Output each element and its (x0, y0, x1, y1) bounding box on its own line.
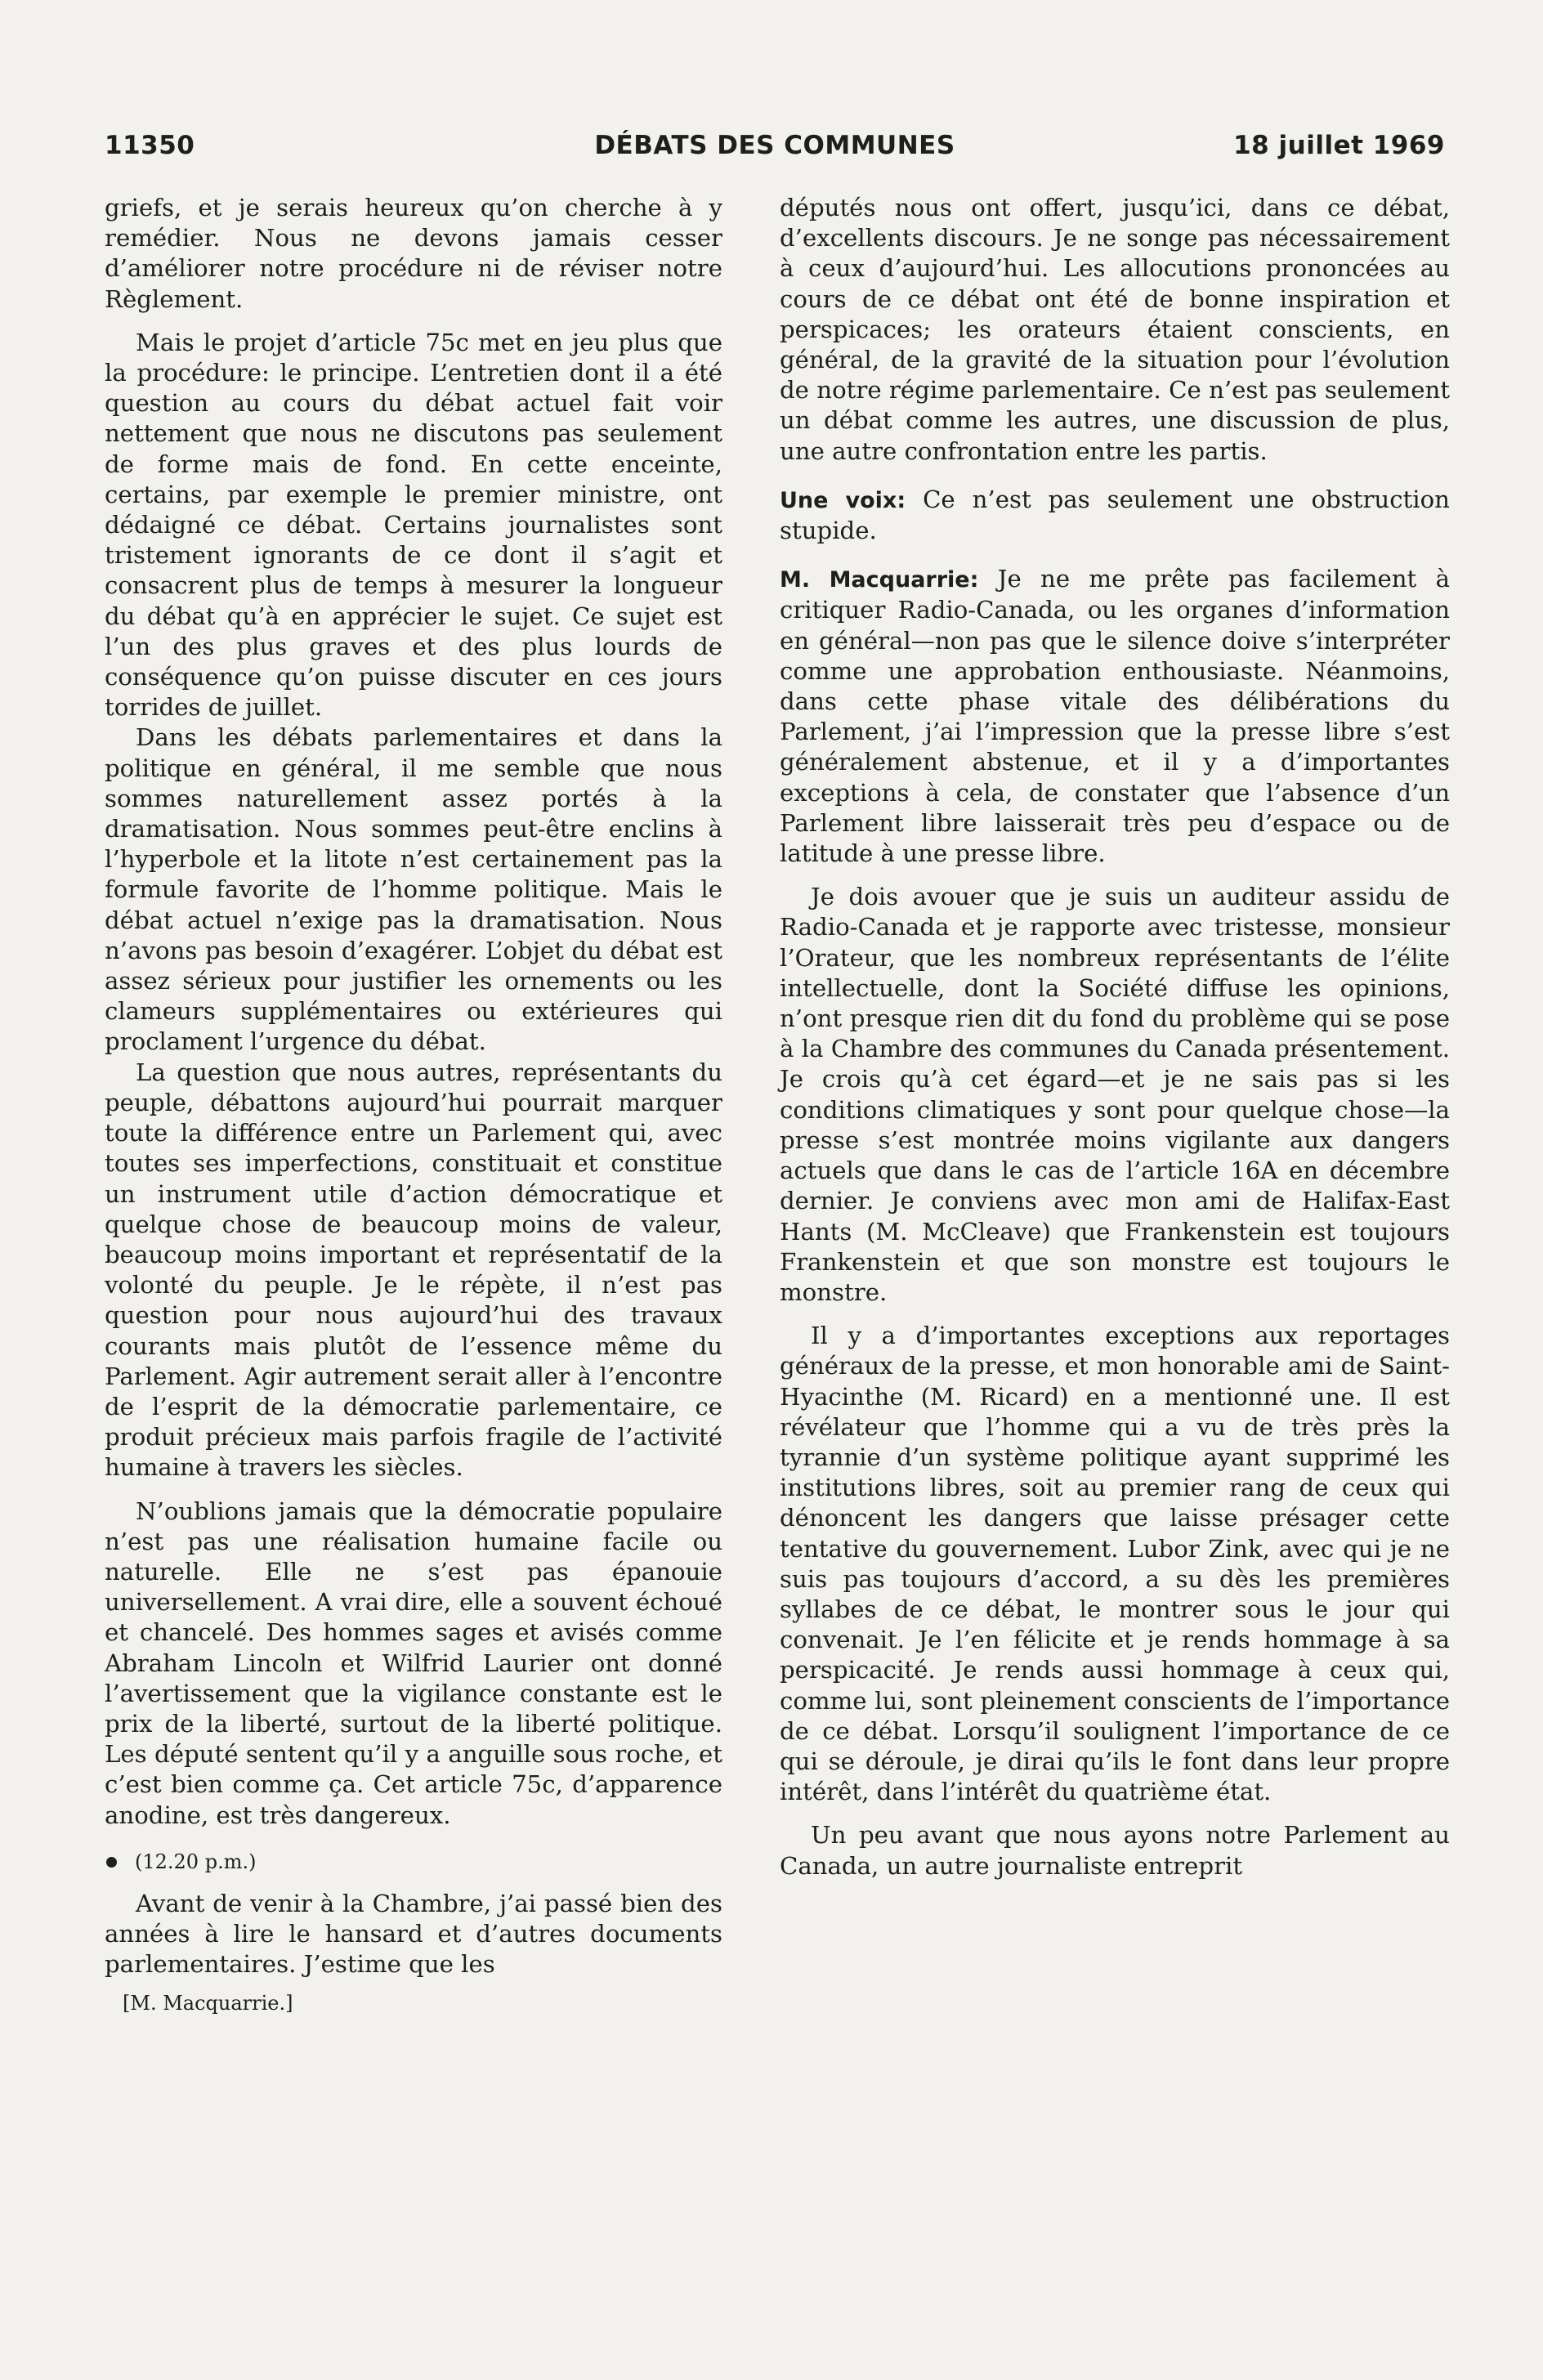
speech-text: Je ne me prête pas facilement à critiquer Radio-Canada, ou les organes d’information en général—non pas que le silence doive s’interpréter comme une approbation enthousiaste. Néanmoins, dans cette phase vitale des délibérations du Parlement, j’ai l’impression que la presse libre s’est généralement abstenue, et il y a d’importantes exceptions à cela, de constater que l’absence d’un Parlement libre laisserait très peu d’espace ou de latitude à une presse libre. (780, 565, 1450, 868)
paragraph: Un peu avant que nous ayons notre Parlement au Canada, un autre journaliste entreprit (780, 1821, 1450, 1880)
running-title: DÉBATS DES COMMUNES (594, 131, 955, 160)
speaker-name: M. Macquarrie: (780, 567, 979, 593)
paragraph: Dans les débats parlementaires et dans la politique en général, il me semble que nous sommes naturellement assez portés à la dramatisation. Nous sommes peut-être enclins à l’hyperbole et la litote n’est certainement pas la formule favorite de l’homme politique. Mais le débat actuel n’exige pas la dramatisation. Nous n’avons pas besoin d’exagérer. L’objet du débat est assez sérieux pour justifier les ornements ou les clameurs supplémentaires ou extérieures qui proclament l’urgence du débat. (105, 723, 722, 1056)
bullet-icon (106, 1857, 117, 1868)
paragraph: Il y a d’importantes exceptions aux reportages généraux de la presse, et mon honorable ami de Saint-Hyacinthe (M. Ricard) en a mentionné une. Il est révélateur que l’homme qui a vu de très près la tyrannie d’un système politique ayant supprimé les institutions libres, soit au premier rang de ceux qui dénoncent les dangers que laisse présager cette tentative du gouvernement. Lubor Zink, avec qui je ne suis pas toujours d’accord, a su dès les premières syllabes de ce débat, le montrer sous le jour qui convenait. Je l’en félicite et je rends hommage à sa perspicacité. Je rends aussi hommage à ceux qui, comme lui, sont pleinement conscients de l’importance de ce débat. Lorsqu’il soulignent l’importance de ce qui se déroule, je dirai qu’ils le font dans leur propre intérêt, dans l’intérêt du quatrième état. (780, 1322, 1450, 1806)
left-column (105, 193, 722, 2019)
speaker-attribution: [M. Macquarrie.] (123, 1991, 293, 2015)
speaker-name: Une voix: (780, 487, 906, 513)
paragraph: députés nous ont offert, jusqu’ici, dans ce débat, d’excellents discours. Je ne songe pas nécessairement à ceux d’aujourd’hui. Les allocutions prononcées au cours de ce débat ont été de bonne inspiration et perspicaces; les orateurs étaient conscients, en général, de la gravité de la situation pour l’évolution de notre régime parlementaire. Ce n’est pas seulement un débat comme les autres, une discussion de plus, une autre confrontation entre les partis. (780, 194, 1450, 465)
paragraph: N’oublions jamais que la démocratie populaire n’est pas une réalisation humaine facile ou naturelle. Elle ne s’est pas épanouie universellement. A vrai dire, elle a souvent échoué et chancelé. Des hommes sages et avisés comme Abraham Lincoln et Wilfrid Laurier ont donné l’avertissement que la vigilance constante est le prix de la liberté, surtout de la liberté politique. Les député sentent qu’il y a anguille sous roche, et c’est bien comme ça. Cet article 75c, d’apparence anodine, est très dangereux. (105, 1496, 722, 1829)
paragraph: La question que nous autres, représentants du peuple, débattons aujourd’hui pourrait marquer toute la différence entre un Parlement qui, avec toutes ses imperfections, constituait et constitue un instrument utile d’action démocratique et quelque chose de beaucoup moins de valeur, beaucoup moins important et représentatif de la volonté du peuple. Je le répète, il n’est pas question pour nous aujourd’hui des travaux courants mais plutôt de l’essence même du Parlement. Agir autrement serait aller à l’encontre de l’esprit de la démocratie parlementaire, ce produit précieux mais parfois fragile de l’activité humaine à travers les siècles. (105, 1058, 722, 1482)
speech-paragraph (780, 564, 1450, 869)
paragraph: Je dois avouer que je suis un auditeur assidu de Radio-Canada et je rapporte avec tristesse, monsieur l’Orateur, que les nombreux représentants de l’élite intellectuelle, dont la Société diffuse les opinions, n’ont presque rien dit du fond du problème qui se pose à la Chambre des communes du Canada présentement. Je crois qu’à cet égard—et je ne sais pas si les conditions climatiques y sont pour quelque chose—la presse s’est montrée moins vigilante aux dangers actuels que dans le cas de l’article 16A en décembre dernier. Je conviens avec mon ami de Halifax-East Hants (M. McCleave) que Frankenstein est toujours Frankenstein et que son monstre est toujours le monstre. (780, 883, 1450, 1306)
paragraph: Mais le projet d’article 75c met en jeu plus que la procédure: le principe. L’entretien dont il a été question au cours du débat actuel fait voir nettement que nous ne discutons pas seulement de forme mais de fond. En cette enceinte, certains, par exemple le premier ministre, ont dédaigné ce débat. Certains journalistes sont tristement ignorants de ce dont il s’agit et consacrent plus de temps à mesurer la longueur du débat qu’à en apprécier le sujet. Ce sujet est l’un des plus graves et des plus lourds de conséquence qu’on puisse discuter en ces jours torrides de juillet. (105, 328, 722, 722)
right-column (780, 193, 1450, 1881)
page-number: 11350 (105, 131, 195, 160)
time-marker (105, 1847, 722, 1877)
header-date: 18 juillet 1969 (1233, 131, 1445, 160)
speech-text: Ce n’est pas seulement une obstruction stupide. (780, 485, 1450, 545)
speech-paragraph (780, 485, 1450, 546)
paragraph: Avant de venir à la Chambre, j’ai passé bien des années à lire le hansard et d’autres documents parlementaires. J’estime que les (105, 1889, 722, 1979)
paragraph: griefs, et je serais heureux qu’on cherche à y remédier. Nous ne devons jamais cesser d’améliorer notre procédure ni de réviser notre Règlement. (105, 194, 722, 313)
time-marker-text: (12.20 p.m.) (135, 1850, 257, 1873)
page-header (105, 131, 1445, 167)
